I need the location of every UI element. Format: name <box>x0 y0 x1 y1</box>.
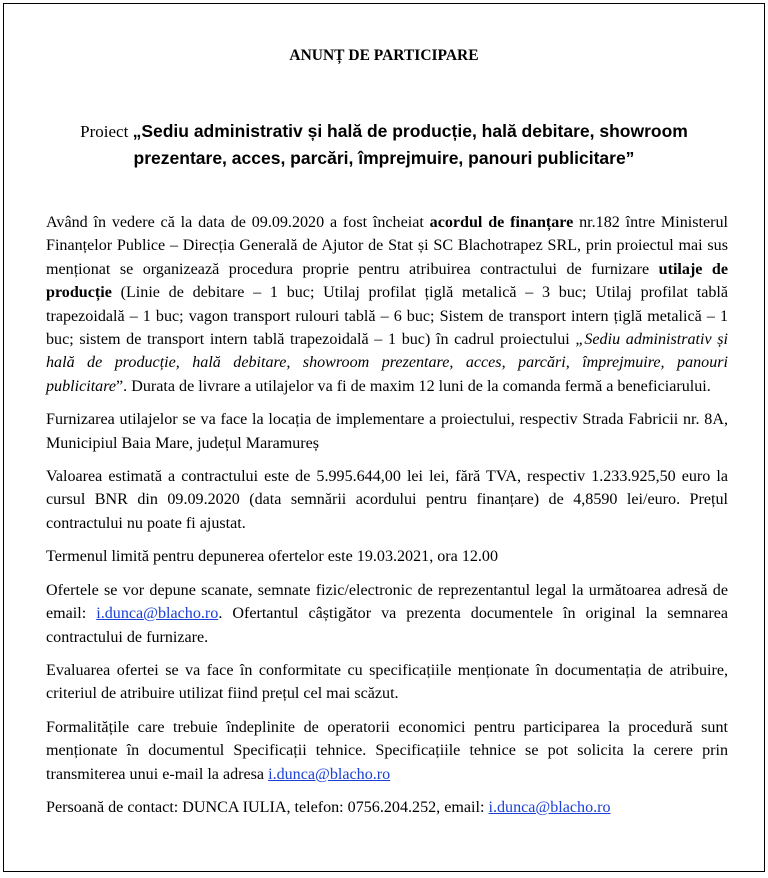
emphasis-production-equipment: utilaje de producție <box>46 260 728 302</box>
paragraph-formalities <box>46 716 728 786</box>
page-title: ANUNȚ DE PARTICIPARE <box>289 47 479 64</box>
paragraph-submission <box>46 579 728 649</box>
paragraph-text: Persoană de contact: DUNCA IULIA, telefon: 0756.204.252, email: <box>46 798 489 816</box>
paragraph-contact <box>46 796 728 819</box>
paragraph-text: ”. Durata de livrare a utilajelor va fi de maxim 12 luni de la comanda fermă a beneficiarului. <box>116 377 711 395</box>
paragraph-text: Formalitățile care trebuie îndeplinite de operatorii economici pentru participarea la procedură sunt menționate în documentul Specificații tehnice. Specificațiile tehnice se pot solicita la cerere prin transmiterea unui e-mail la adresa <box>46 718 728 783</box>
email-link[interactable]: i.dunca@blacho.ro <box>268 765 391 783</box>
paragraph-financing <box>46 211 728 398</box>
paragraph-text: nr.182 între Ministerul Finanțelor Publice – Direcția Generală de Ajutor de Stat și SC Blachotrapez SRL, prin proiectul mai sus menționat se organizează procedura proprie pentru atribuirea contractului de furnizare <box>46 214 728 278</box>
document-page <box>3 3 765 872</box>
paragraph-text: . Ofertantul câștigător va prezenta documentele în original la semnarea contractului de furnizare. <box>46 605 728 646</box>
emphasis-financing-agreement: acordul de finanțare <box>429 214 574 231</box>
paragraph-text: Ofertele se vor depune scanate, semnate fizic/electronic de reprezentantul legal la următoarea adresă de email: <box>46 581 728 623</box>
paragraph-value: Valoarea estimată a contractului este de 5.995.644,00 lei lei, fără TVA, respectiv 1.233.925,50 euro la cursul BNR din 09.09.2020 (data semnării acordului pentru finanțare) de 4,8590 lei/euro. Prețul contractului nu poate fi ajustat. <box>46 468 728 532</box>
email-link[interactable]: i.dunca@blacho.ro <box>96 605 219 623</box>
paragraph-text: Având în vedere că la data de 09.09.2020 a fost încheiat <box>46 214 430 231</box>
project-heading <box>64 118 704 171</box>
paragraph-location: Furnizarea utilajelor se va face la locația de implementare a proiectului, respectiv Strada Fabricii nr. 8A, Municipiul Baia Mare, județul Maramureș <box>46 411 728 452</box>
paragraph-text: (Linie de debitare – 1 buc; Utilaj profilat țiglă metalică – 3 buc; Utilaj profilat tablă trapezoidală – 1 buc; vagon transport rulouri tablă – 6 buc; Sistem de transport intern țiglă metalică – 1 buc; sistem de transport intern tablă trapezoidală – 1 buc) în cadrul proiectului <box>46 284 728 349</box>
document-body <box>46 211 728 829</box>
emphasis-project-title: „Sediu administrativ și hală de producție, hală debitare, showroom prezentare, acces, parcări, împrejmuire, panouri publicitare <box>46 331 729 395</box>
email-link[interactable]: i.dunca@blacho.ro <box>488 798 611 816</box>
project-prefix: Proiect <box>80 122 133 141</box>
project-name: „Sediu administrativ și hală de producție, hală debitare, showroom prezentare, acces, parcări, împrejmuire, panouri publicitare” <box>132 121 688 168</box>
paragraph-evaluation: Evaluarea ofertei se va face în conformitate cu specificațiile menționate în documentația de atribuire, criteriul de atribuire utilizat fiind prețul cel mai scăzut. <box>46 661 728 703</box>
paragraph-deadline: Termenul limită pentru depunerea ofertelor este 19.03.2021, ora 12.00 <box>46 548 499 566</box>
